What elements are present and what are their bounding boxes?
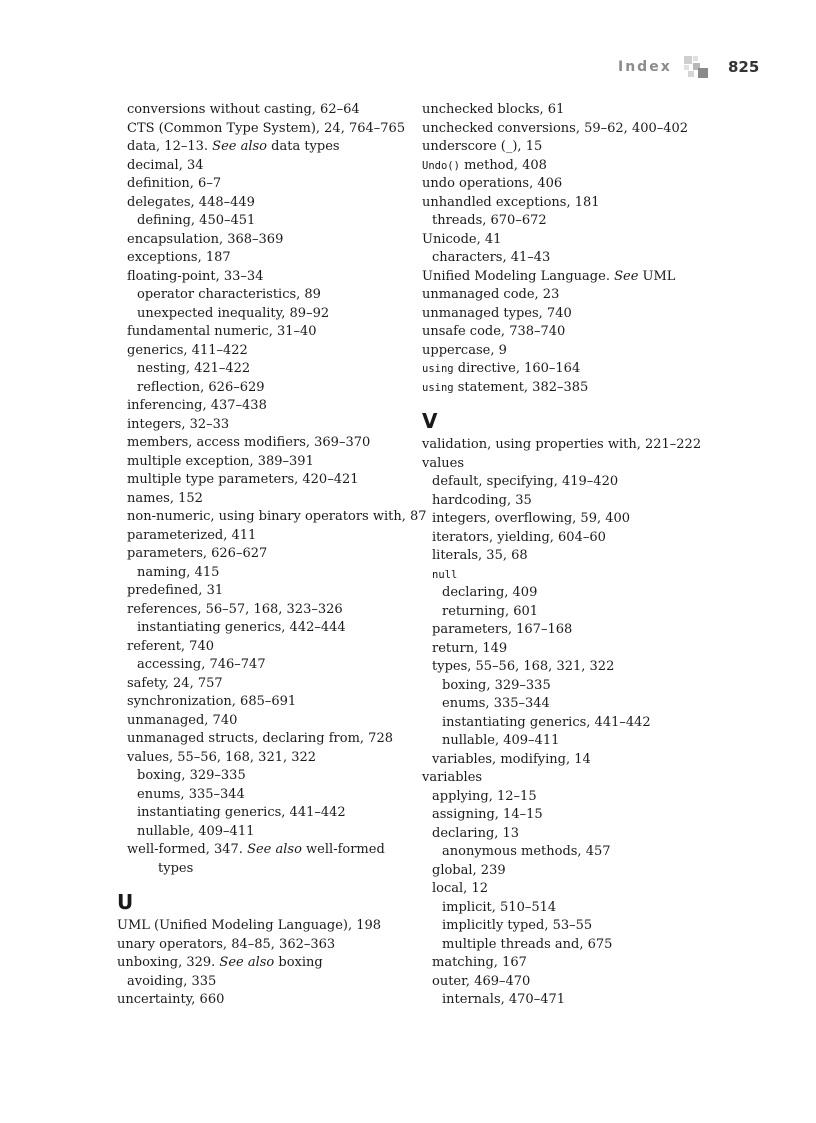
index-entry [422,899,722,918]
entry-text: nesting, 421–422 [137,361,251,376]
index-entry [422,249,722,268]
entry-text: unmanaged types, 740 [422,305,572,321]
entry-text: enums, 335–344 [442,696,550,711]
index-entry [422,436,722,455]
entry-text: parameters, 167–168 [432,622,573,637]
entry-text: threads, 670–672 [432,213,547,228]
entry-text: unsafe code, 738–740 [422,324,566,339]
entry-text: predefined, 31 [127,583,224,598]
index-entry [117,638,407,657]
entry-text: fundamental numeric, 31–40 [127,324,317,339]
index-entry [422,714,722,733]
entry-text: unmanaged structs, declaring from, 728 [127,731,393,746]
index-entry [422,138,722,157]
index-entry [117,804,407,823]
index-entry [422,492,722,511]
index-entry [422,658,722,677]
entry-text: non-numeric, using binary operators with, 87 [127,509,427,524]
index-entry [117,693,407,712]
entry-text: unary operators, 84–85, 362–363 [117,936,336,952]
entry-text: multiple type parameters, 420–421 [127,472,359,487]
index-entry [117,823,407,842]
index-entry [117,397,407,416]
index-marker-icon [684,56,710,78]
entry-text: implicit, 510–514 [442,899,557,915]
index-entry [422,880,722,899]
index-entry [117,786,407,805]
entry-text: instantiating generics, 441–442 [442,714,651,730]
entry-text: enums, 335–344 [137,786,245,802]
entry-text: exceptions, 187 [127,250,231,265]
index-entry [117,453,407,472]
index-entry [117,379,407,398]
index-entry [422,640,722,659]
index-entry [117,101,407,120]
entry-text: unhandled exceptions, 181 [422,194,600,210]
entry-text: method, 408 [459,157,547,173]
index-entry [422,954,722,973]
index-entry [422,360,722,379]
entry-text: parameterized, 411 [127,527,257,543]
entry-text: delegates, 448–449 [127,194,255,210]
entry-text: nullable, 409–411 [442,733,560,748]
entry-text: integers, 32–33 [127,416,230,432]
code-term: Undo() [422,159,460,172]
index-entry [422,584,722,603]
index-entry [422,695,722,714]
index-entry [117,434,407,453]
entry-text: types, 55–56, 168, 321, 322 [432,659,615,674]
entry-text: directive, 160–164 [453,361,581,376]
index-entry [117,973,407,992]
index-entry [422,323,722,342]
index-entry [117,305,407,324]
index-entry [117,730,407,749]
entry-text: data, 12–13. [127,139,213,154]
index-entry [422,732,722,751]
entry-text: safety, 24, 757 [127,675,223,691]
entry-text: declaring, 409 [442,585,538,600]
entry-text: multiple exception, 389–391 [127,453,314,469]
right-v-entries [422,436,722,1010]
entry-text: values, 55–56, 168, 321, 322 [127,749,317,765]
entry-text: data types [267,139,340,154]
entry-text: variables, modifying, 14 [432,751,591,767]
index-entry [422,157,722,176]
entry-text: accessing, 746–747 [137,657,266,672]
section-letter-u: U [117,890,134,914]
index-entry [422,788,722,807]
index-entry [117,249,407,268]
index-entry [117,749,407,768]
index-entry [117,619,407,638]
entry-text: assigning, 14–15 [432,807,543,822]
entry-text: naming, 415 [137,564,220,580]
entry-text: reflection, 626–629 [137,379,265,395]
code-term: using [422,363,454,375]
see-also-label: See also [219,955,275,970]
index-entry [422,566,722,585]
page-header [0,54,816,84]
entry-text: unchecked conversions, 59–62, 400–402 [422,120,689,136]
page-number: 825 [728,58,760,76]
index-entry [117,545,407,564]
entry-text: operator characteristics, 89 [137,287,321,302]
index-entry [422,825,722,844]
index-entry [117,936,407,955]
entry-text: characters, 41–43 [432,250,551,265]
index-entry [117,212,407,231]
see-also-label: See also [212,139,268,154]
entry-text: undo operations, 406 [422,176,563,191]
entry-text: Unicode, 41 [422,231,502,247]
entry-text: inferencing, 437–438 [127,398,267,413]
running-head-title: Index [618,59,672,75]
entry-text: local, 12 [432,881,488,896]
entry-text: floating-point, 33–34 [127,268,264,284]
index-entry [117,841,407,860]
index-entry [422,529,722,548]
index-entry [117,675,407,694]
index-entry [422,305,722,324]
entry-text: nullable, 409–411 [137,823,255,839]
index-entry [117,138,407,157]
index-entry [422,806,722,825]
entry-text: names, 152 [127,490,203,506]
index-entry [117,991,407,1010]
entry-text: UML [638,268,676,284]
index-entry [117,268,407,287]
entry-text: boxing [274,955,323,970]
index-entry [117,582,407,601]
index-entry [422,973,722,992]
index-entry [117,120,407,139]
entry-text: iterators, yielding, 604–60 [432,529,606,545]
entry-text: Unified Modeling Language. [422,268,615,284]
entry-text: global, 239 [432,862,506,878]
left-u-entries [117,917,407,1010]
entry-text: referent, 740 [127,638,214,654]
index-entry [117,416,407,435]
entry-text: conversions without casting, 62–64 [127,102,360,117]
entry-text: declaring, 13 [432,825,520,841]
entry-text: synchronization, 685–691 [127,694,297,709]
code-term: null [432,568,458,581]
entry-text: members, access modifiers, 369–370 [127,435,371,450]
entry-text: instantiating generics, 442–444 [137,620,346,635]
section-letter-v: V [422,409,438,433]
entry-text: defining, 450–451 [137,213,256,228]
entry-text: underscore (_), 15 [422,139,543,154]
entry-text: unchecked blocks, 61 [422,102,565,117]
index-entry [422,194,722,213]
see-also-label: See [614,268,639,284]
entry-text: return, 149 [432,640,508,656]
index-entry [422,769,722,788]
entry-text: boxing, 329–335 [137,768,246,783]
entry-text: unexpected inequality, 89–92 [137,305,330,321]
index-entry [117,712,407,731]
index-entry [422,843,722,862]
index-entry [117,508,427,527]
entry-text: returning, 601 [442,603,539,619]
index-entry [117,175,407,194]
index-entry [422,991,722,1010]
entry-text: uncertainty, 660 [117,992,225,1007]
entry-text: implicitly typed, 53–55 [442,918,593,933]
entry-text: boxing, 329–335 [442,677,551,693]
entry-text: definition, 6–7 [127,176,222,191]
index-entry [117,157,407,176]
index-entry [422,101,722,120]
index-entry [117,954,407,973]
index-entry [422,342,722,361]
index-entry [422,231,722,250]
index-entry [422,751,722,770]
index-entry [422,286,722,305]
index-entry [422,621,722,640]
index-entry [422,175,722,194]
index-entry [117,601,407,620]
entry-text: variables [422,770,483,785]
index-entry [422,677,722,696]
index-entry [422,120,722,139]
index-entry [117,471,407,490]
entry-text: well-formed [301,842,385,857]
entry-text: parameters, 626–627 [127,546,268,561]
entry-text: integers, overflowing, 59, 400 [432,511,631,526]
entry-text: validation, using properties with, 221–222 [422,437,702,452]
index-entry [422,473,722,492]
index-entry [117,767,407,786]
entry-text: unboxing, 329. [117,955,220,970]
index-entry [117,656,407,675]
entry-text: matching, 167 [432,955,527,970]
index-entry [117,490,407,509]
index-entry [422,268,722,287]
right-u-entries [422,101,722,397]
index-entry [117,342,407,361]
right-column [422,101,722,1010]
entry-text: hardcoding, 35 [432,492,532,508]
entry-text: outer, 469–470 [432,973,531,989]
index-entry [422,212,722,231]
index-entry [422,936,722,955]
entry-text: internals, 470–471 [442,992,566,1007]
entry-text: multiple threads and, 675 [442,936,613,952]
index-entry [422,862,722,881]
entry-text: CTS (Common Type System), 24, 764–765 [127,120,406,136]
index-entry [117,917,407,936]
entry-text: decimal, 34 [127,157,204,173]
index-entry [422,510,722,529]
code-term: using [422,381,454,394]
index-entry [117,231,407,250]
entry-text: instantiating generics, 441–442 [137,805,346,820]
index-entry [117,860,407,879]
entry-text: encapsulation, 368–369 [127,231,284,247]
see-also-label: See also [247,842,302,857]
left-column [117,101,427,1010]
entry-text: avoiding, 335 [127,973,217,989]
index-entry [422,547,722,566]
entry-text: uppercase, 9 [422,342,507,358]
index-entry [422,603,722,622]
index-entry [117,564,407,583]
entry-text: generics, 411–422 [127,342,248,358]
entry-text: unmanaged, 740 [127,712,238,728]
entry-text: well-formed, 347. [127,842,248,857]
entry-text: unmanaged code, 23 [422,287,560,302]
entry-text: values [422,455,464,471]
index-entry [117,527,407,546]
entry-text: statement, 382–385 [453,379,589,395]
index-entry [117,360,407,379]
index-entry [422,917,722,936]
entry-text: UML (Unified Modeling Language), 198 [117,918,382,933]
index-entry [117,323,407,342]
left-t-entries [117,101,427,878]
index-entry [422,455,722,474]
entry-text: types [158,860,194,876]
entry-text: literals, 35, 68 [432,548,528,563]
entry-text: applying, 12–15 [432,788,537,804]
entry-text: references, 56–57, 168, 323–326 [127,601,343,617]
entry-text: default, specifying, 419–420 [432,474,619,489]
entry-text: anonymous methods, 457 [442,844,611,859]
index-entry [117,194,407,213]
index-entry [422,379,722,398]
index-entry [117,286,407,305]
